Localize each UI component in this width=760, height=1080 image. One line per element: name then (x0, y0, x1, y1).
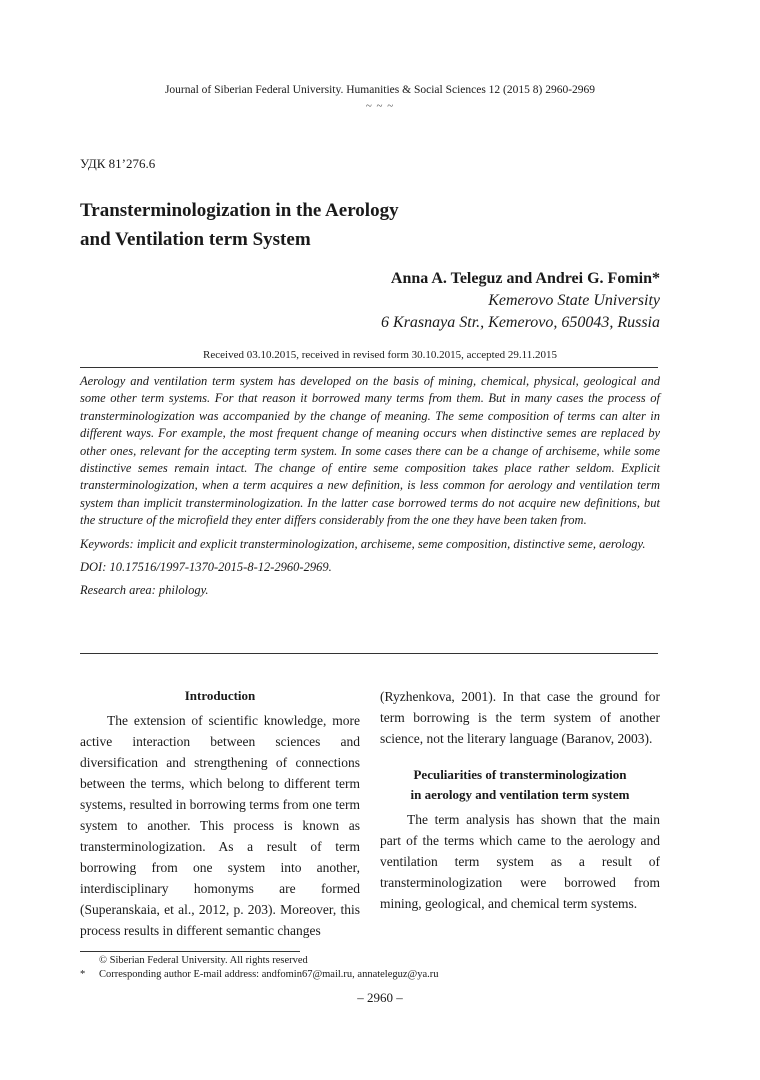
intro-heading: Introduction (184, 688, 256, 703)
author-block (381, 268, 660, 334)
footnote-star: * (80, 969, 86, 980)
intro-continuation: (Ryzhenkova, 2001). In that case the ground for term borrowing is the term system of another science, not the literary language (Baranov, 2003). (380, 689, 660, 746)
abstract-text: Aerology and ventilation term system has developed on the basis of mining, chemical, physical, geological and some other term systems. For that reason it borrowed many terms from them. But in many cases the process of transterminologization was accompanied by the change of meaning. The seme composition of terms can alter in different ways. For example, the most frequent change of meaning occurs when distinctive semes are replaced by other ones, relevant for the accepting term system. In some cases there can be a change of archiseme, while some distinctive semes remain intact. The change of entire seme composition takes place rather seldom. Explicit transterminologization, when a term acquires a new definition, is less common for aerology and ventilation term system than implicit transterminologization. In the latter case borrowed terms do not acquire new definitions, but the structure of the microfield they enter differs considerably from the one they have been taken from. (80, 374, 660, 528)
keywords: Keywords: implicit and explicit transterminologization, archiseme, seme composition, distinctive seme, aerology. (80, 536, 646, 551)
title-line-1: Transterminologization in the Aerology (80, 200, 399, 221)
section2-paragraph: The term analysis has shown that the main part of the terms which came to the aerology and ventilation term system as a result of transterminologization were borrowed from mining, geological, and chemical term systems. (380, 812, 660, 911)
footnotes (80, 954, 439, 982)
corresponding-text: Corresponding author E-mail address: andfomin67@mail.ru, annateleguz@ya.ru (99, 969, 439, 980)
author-address: 6 Krasnaya Str., Kemerovo, 650043, Russia (381, 314, 660, 331)
intro-paragraph: The extension of scientific knowledge, more active interaction between sciences and diversification and strengthening of connections between the terms, which belong to different term systems, resulted in borrowing terms from one term system to another. This process is known as transterminologization. As a result of term borrowing from one system into another, interdisciplinary homonyms are formed (Superanskaia, et al., 2012, p. 203). Moreover, this process results in different semantic changes (80, 713, 360, 938)
udk-code: УДК 81’276.6 (80, 156, 156, 171)
title-line-2: and Ventilation term System (80, 229, 311, 250)
corresponding-note (80, 968, 439, 982)
received-dates: Received 03.10.2015, received in revised form 30.10.2015, accepted 29.11.2015 (203, 349, 557, 361)
copyright-text: © Siberian Federal University. All rights reserved (99, 955, 308, 966)
abstract-bottom-rule (80, 653, 658, 654)
abstract-block (80, 373, 660, 606)
page-number: – 2960 – (357, 990, 403, 1005)
footnote-rule (80, 951, 300, 952)
abstract-top-rule (80, 367, 658, 368)
section2-heading (380, 765, 660, 805)
left-column (80, 686, 360, 941)
author-names: Anna A. Teleguz and Andrei G. Fomin* (390, 270, 660, 287)
section2-heading-line-2: in aerology and ventilation term system (410, 787, 630, 802)
article-title (80, 196, 399, 254)
header-ornament: ~ ~ ~ (365, 100, 395, 112)
research-area: Research area: philology. (80, 583, 209, 598)
journal-header: Journal of Siberian Federal University. Humanities & Social Sciences 12 (2015 8) 2960-2969 (164, 84, 596, 96)
section2-heading-line-1: Peculiarities of transterminologization (413, 767, 627, 782)
doi: DOI: 10.17516/1997-1370-2015-8-12-2960-2969. (80, 560, 332, 575)
author-affiliation: Kemerovo State University (488, 292, 660, 309)
right-column (380, 686, 660, 914)
copyright-note (80, 954, 439, 968)
